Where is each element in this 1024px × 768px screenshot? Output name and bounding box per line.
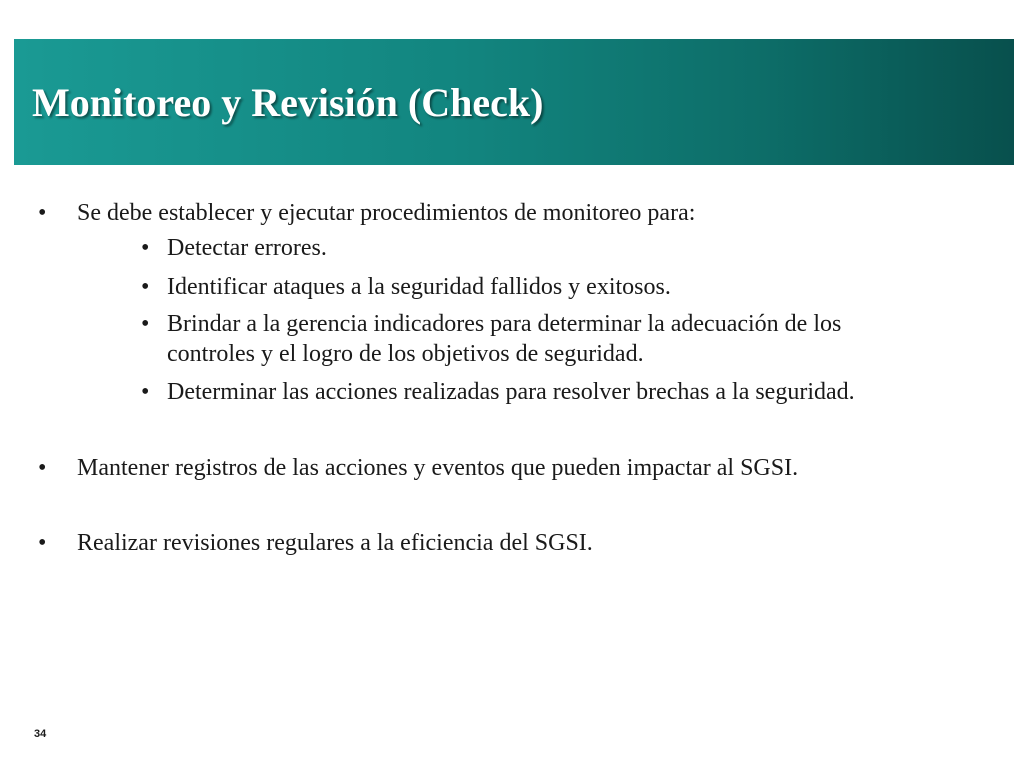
sub-bullet-glyph: • (141, 311, 150, 337)
page-number: 34 (34, 728, 47, 740)
bullet-glyph: • (38, 455, 47, 481)
bullet-1-text: Se debe establecer y ejecutar procedimientos de monitoreo para: (77, 200, 696, 226)
sub-bullet-glyph: • (141, 274, 150, 300)
bullet-3-text: Realizar revisiones regulares a la eficiencia del SGSI. (77, 530, 593, 556)
bullet-glyph: • (38, 530, 47, 556)
sub-bullet-glyph: • (141, 379, 150, 405)
sub-bullet-3-line-1: Brindar a la gerencia indicadores para determinar la adecuación de los (167, 311, 842, 337)
sub-bullet-3-line-2: controles y el logro de los objetivos de seguridad. (167, 341, 644, 367)
bullet-2-text: Mantener registros de las acciones y eventos que pueden impactar al SGSI. (77, 455, 799, 481)
sub-bullet-2-text: Identificar ataques a la seguridad fallidos y exitosos. (167, 274, 671, 300)
slide-title: Monitoreo y Revisión (Check) (32, 80, 544, 125)
sub-bullet-1-text: Detectar errores. (167, 235, 327, 261)
bullet-glyph: • (38, 200, 47, 226)
sub-bullet-glyph: • (141, 235, 150, 261)
sub-bullet-4-text: Determinar las acciones realizadas para resolver brechas a la seguridad. (167, 379, 855, 405)
